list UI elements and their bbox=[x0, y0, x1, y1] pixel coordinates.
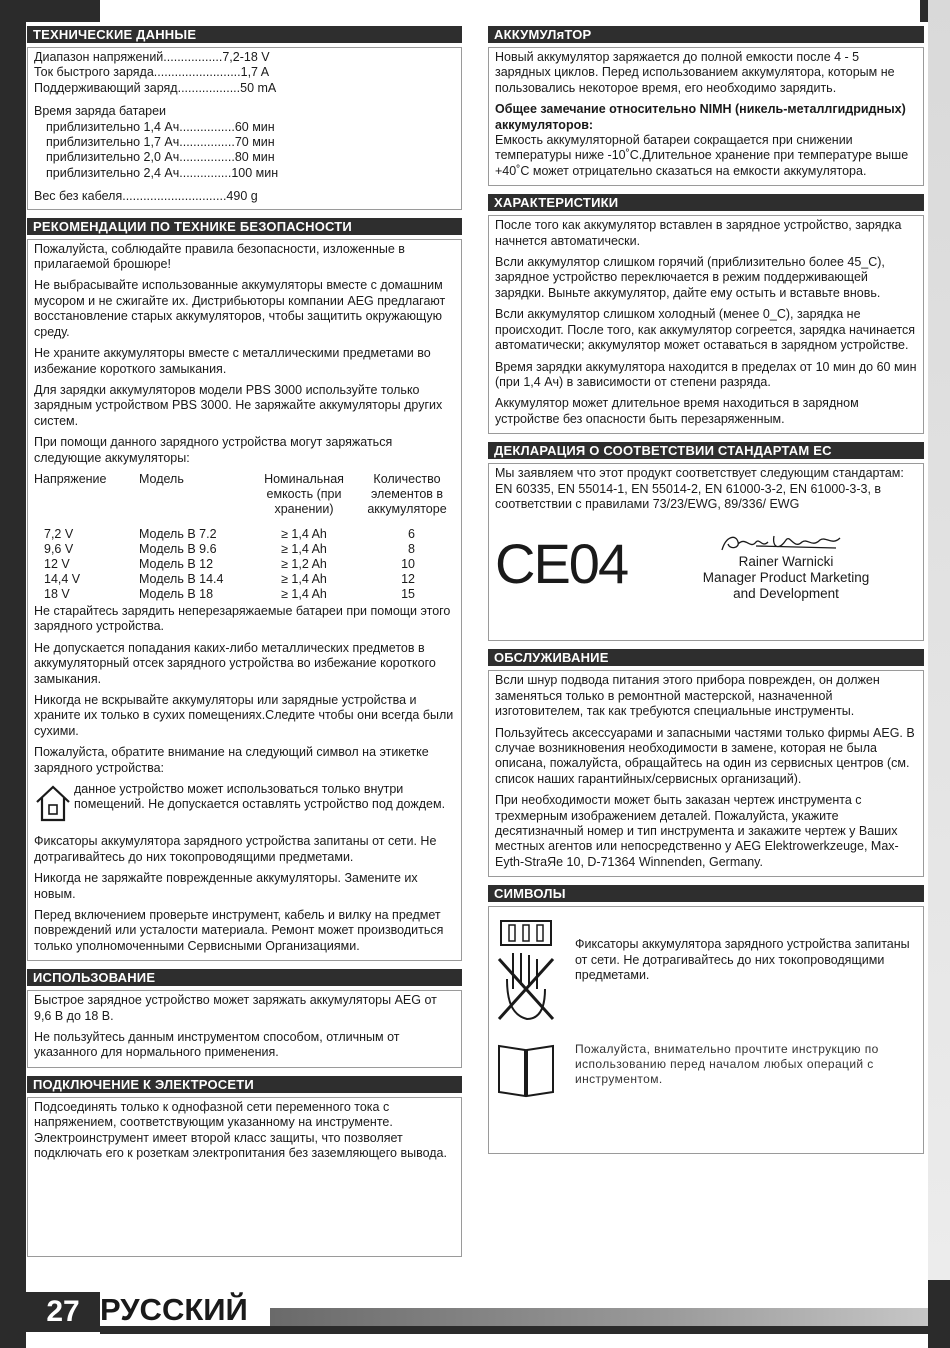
declaration-heading: ДЕКЛАРАЦИЯ О СООТВЕТСТВИИ СТАНДАРТАМ ЕС bbox=[488, 442, 924, 459]
symbol-text: Фиксаторы аккумулятора зарядного устройства запитаны от сети. Не дотрагивайтесь до них токопроводящими предметами. bbox=[575, 937, 910, 983]
mains-box bbox=[27, 1097, 462, 1257]
safety-paragraph: Не допускается попадания каких-либо металлических предметов в аккумуляторный отсек зарядного устройства во избежание короткого замыкания. bbox=[34, 640, 436, 686]
table-row: 7,2 V Модель B 7.2 ≥ 1,4 Ah 6 bbox=[44, 526, 415, 541]
symbols-heading: СИМВОЛЫ bbox=[488, 885, 924, 902]
table-row: 12 V Модель B 12 ≥ 1,2 Ah 10 bbox=[44, 556, 415, 571]
signer-block bbox=[655, 526, 917, 602]
battery-paragraph: Новый аккумулятор заряжается до полной емкости после 4 - 5 зарядных циклов. Перед использованием аккумулятора, которым не пользовались некоторое время, его необходимо зарядить. bbox=[495, 50, 895, 95]
signer-title: and Development bbox=[733, 586, 839, 602]
no-touch-contacts-icon bbox=[495, 919, 575, 1027]
spec-row: приблизительно 2,4 Ач ............... 100 мин bbox=[46, 165, 279, 180]
safety-paragraph: Для зарядки аккумуляторов модели PBS 3000 используйте только зарядным устройством PBS 3000. Не заряжайте аккумуляторы других систем. bbox=[34, 382, 443, 428]
table-header: Напряжение bbox=[34, 471, 107, 486]
charge-time-title: Время заряда батареи bbox=[34, 104, 167, 119]
service-box bbox=[488, 670, 924, 877]
spec-row: приблизительно 1,7 Ач ................ 70 мин bbox=[46, 135, 275, 150]
table-header: Модель bbox=[139, 471, 184, 486]
indoor-use-house-icon bbox=[34, 782, 74, 828]
usage-box bbox=[27, 990, 462, 1068]
table-row: 18 V Модель B 18 ≥ 1,4 Ah 15 bbox=[44, 586, 415, 601]
signature-block bbox=[495, 526, 917, 634]
service-heading: ОБСЛУЖИВАНИЕ bbox=[488, 649, 924, 666]
features-paragraph: После того как аккумулятор вставлен в зарядное устройство, зарядка начнется автоматически. bbox=[495, 218, 902, 248]
safety-paragraph: Перед включением проверьте инструмент, кабель и вилку на предмет повреждений или усталости материала. Ремонт может производиться только уполномоченными Сервисными Организациями. bbox=[34, 908, 444, 953]
tech-data-box bbox=[27, 47, 462, 210]
safety-paragraph: При помощи данного зарядного устройства могут заряжаться следующие аккумуляторы: bbox=[34, 435, 393, 465]
usage-heading: ИСПОЛЬЗОВАНИЕ bbox=[27, 969, 462, 986]
features-paragraph: Аккумулятор может длительное время находиться в зарядном устройстве без опасности быть перезаряженным. bbox=[495, 396, 859, 426]
right-column bbox=[488, 26, 924, 1154]
page-number: 27 bbox=[26, 1292, 100, 1332]
safety-heading: РЕКОМЕНДАЦИИ ПО ТЕХНИКЕ БЕЗОПАСНОСТИ bbox=[27, 218, 462, 235]
signer-name: Rainer Warnicki bbox=[738, 554, 834, 570]
symbol-text: Пожалуйста, внимательно прочтите инструкцию по использованию перед началом любых операций с инструментом. bbox=[575, 1041, 879, 1087]
table-row: 9,6 V Модель B 9.6 ≥ 1,4 Ah 8 bbox=[44, 541, 415, 556]
tech-spec-list bbox=[34, 50, 455, 205]
usage-paragraph: Не пользуйтесь данным инструментом способом, отличным от указанного для нормального применения. bbox=[34, 1030, 400, 1060]
safety-paragraph: Не храните аккумуляторы вместе с металлическими предметами во избежание короткого замыкания. bbox=[34, 346, 431, 376]
language-label: РУССКИЙ bbox=[100, 1292, 248, 1327]
top-left-frame bbox=[0, 0, 100, 22]
mains-heading: ПОДКЛЮЧЕНИЕ К ЭЛЕКТРОСЕТИ bbox=[27, 1076, 462, 1093]
declaration-paragraph: Мы заявляем что этот продукт соответствует следующим стандартам: EN 60335, EN 55014-1, EN 55014-2, EN 61000-3-2, EN 61000-3-3, в соответствии с правилами 73/23/EWG, 89/336/ EWG bbox=[495, 466, 904, 511]
safety-paragraph: Не выбрасывайте использованные аккумуляторы вместе с домашним мусором и не сжигайте их. Дистрибьюторы компании AEG предлагают восстановление старых аккумуляторов, чтобы защитить окружающую среду. bbox=[34, 278, 446, 339]
right-frame-bar bbox=[928, 0, 950, 1280]
spec-row: Диапазон напряжений ................. 7,2-18 V bbox=[34, 50, 270, 64]
battery-box bbox=[488, 47, 924, 186]
spec-row: Поддерживающий заряд .................. 50 mA bbox=[34, 80, 277, 95]
spec-row: приблизительно 2,0 Ач ................ 80 мин bbox=[46, 150, 275, 165]
handwritten-signature bbox=[655, 532, 917, 554]
battery-table bbox=[34, 472, 455, 602]
safety-paragraph: Никогда не заряжайте поврежденные аккумуляторы. Замените их новым. bbox=[34, 871, 418, 901]
ce-mark: CE04 bbox=[495, 532, 628, 596]
usage-paragraph: Быстрое зарядное устройство может заряжать аккумуляторы AEG от 9,6 В до 18 В. bbox=[34, 993, 437, 1023]
declaration-box bbox=[488, 463, 924, 641]
safety-paragraph: Фиксаторы аккумулятора зарядного устройства запитаны от сети. Не дотрагивайтесь до них токопроводящими предметами. bbox=[34, 834, 437, 864]
symbol-item bbox=[495, 1042, 917, 1102]
spec-row: приблизительно 1,4 Ач ................ 60 мин bbox=[46, 119, 275, 134]
table-row: 14,4 V Модель B 14.4 ≥ 1,4 Ah 12 bbox=[44, 571, 415, 586]
indoor-use-text: данное устройство может использоваться только внутри помещений. Не допускается оставлять устройство под дождем. bbox=[74, 782, 446, 812]
safety-paragraph: Пожалуйста, обратите внимание на следующий символ на этикетке зарядного устройства: bbox=[34, 745, 429, 775]
features-paragraph: Всли аккумулятор слишком холодный (менее 0_C), зарядка не происходит. После того, как аккумулятор согреется, зарядка начинается автоматически; аккумулятор может оставаться в зарядном устройстве. bbox=[495, 307, 916, 353]
spec-row: Ток быстрого заряда ......................... 1,7 A bbox=[34, 65, 270, 80]
features-paragraph: Всли аккумулятор слишком горячий (приблизительно более 45_C), зарядное устройство переключается в режим поддерживающей зарядки. Выньте аккумулятор, дайте ему остыть и вставьте вновь. bbox=[495, 255, 885, 300]
indoor-use-notice bbox=[34, 782, 455, 828]
safety-paragraph: Пожалуйста, соблюдайте правила безопасности, изложенные в прилагаемой брошюре! bbox=[34, 241, 405, 272]
right-frame-bottom bbox=[928, 1280, 950, 1348]
features-paragraph: Время зарядки аккумулятора находится в пределах от 10 мин до 60 мин (при 1,4 Ач) в зависимости от степени разряда. bbox=[495, 359, 917, 389]
features-box bbox=[488, 215, 924, 434]
safety-paragraph: Не старайтесь зарядить неперезаряжаемые батареи при помощи этого зарядного устройства. bbox=[34, 603, 451, 634]
battery-heading: АККУМУЛяТОР bbox=[488, 26, 924, 43]
symbols-box bbox=[488, 906, 924, 1154]
mains-paragraph: Подсоединять только к однофазной сети переменного тока с напряжением, соответствующим указанному на инструменте. Электроинструмент имеет второй класс защиты, что позволяет подключать его к розеткам электропитания без заземляющего вывода. bbox=[34, 1099, 447, 1161]
signer-title: Manager Product Marketing bbox=[702, 570, 870, 586]
table-header: Номинальная емкость (при хранении) bbox=[264, 471, 344, 516]
read-manual-book-icon bbox=[495, 1042, 575, 1102]
page-footer bbox=[0, 1278, 928, 1348]
safety-paragraph: Никогда не вскрывайте аккумуляторы или зарядные устройства и храните их только в сухих помещениях.Следите чтобы они всегда были сухими. bbox=[34, 692, 454, 738]
battery-paragraph: Емкость аккумуляторной батареи сокращается при снижении температуры ниже -10˚C.Длительное хранение при температуре выше +40˚C может отрицательно сказаться на емкости аккумулятора. bbox=[495, 133, 909, 178]
table-header: Количество элементов в аккумуляторе bbox=[367, 471, 447, 516]
symbol-item bbox=[495, 919, 917, 1027]
footer-stripe bbox=[270, 1308, 928, 1326]
service-paragraph: При необходимости может быть заказан чертеж инструмента с трехмерным изображением деталей. Пожалуйста, укажите десятизначный номер и тип инструмента и закажите чертеж у Ваших местных агентов или непосредственно у AEG Elektrowerkzeuge, Max-Eyth-StraЯe 10, D-71364 Winnenden, Germany. bbox=[495, 793, 899, 869]
left-column bbox=[27, 26, 462, 1257]
service-paragraph: Пользуйтесь аксессуарами и запасными частями только фирмы AEG. В случае возникновения необходимости в замене, которая не была описана, пожалуйста, обращайтесь на один из сервисных центров (см. список наших гарантийных/сервисных организаций). bbox=[495, 725, 915, 786]
service-paragraph: Всли шнур подвода питания этого прибора поврежден, он должен заменяться только в ремонтной мастерской, назначенной изготовителем, так как требуются специальные инструменты. bbox=[495, 673, 880, 719]
features-heading: ХАРАКТЕРИСТИКИ bbox=[488, 194, 924, 211]
nimh-note-title: Общее замечание относительно NIMH (никель-металлгидридных) аккумуляторов: bbox=[495, 102, 906, 132]
left-frame-bar bbox=[0, 0, 26, 1348]
safety-box bbox=[27, 239, 462, 962]
tech-data-heading: ТЕХНИЧЕСКИЕ ДАННЫЕ bbox=[27, 26, 462, 43]
spec-row-weight: Вес без кабеля .............................. 490 g bbox=[34, 189, 258, 204]
